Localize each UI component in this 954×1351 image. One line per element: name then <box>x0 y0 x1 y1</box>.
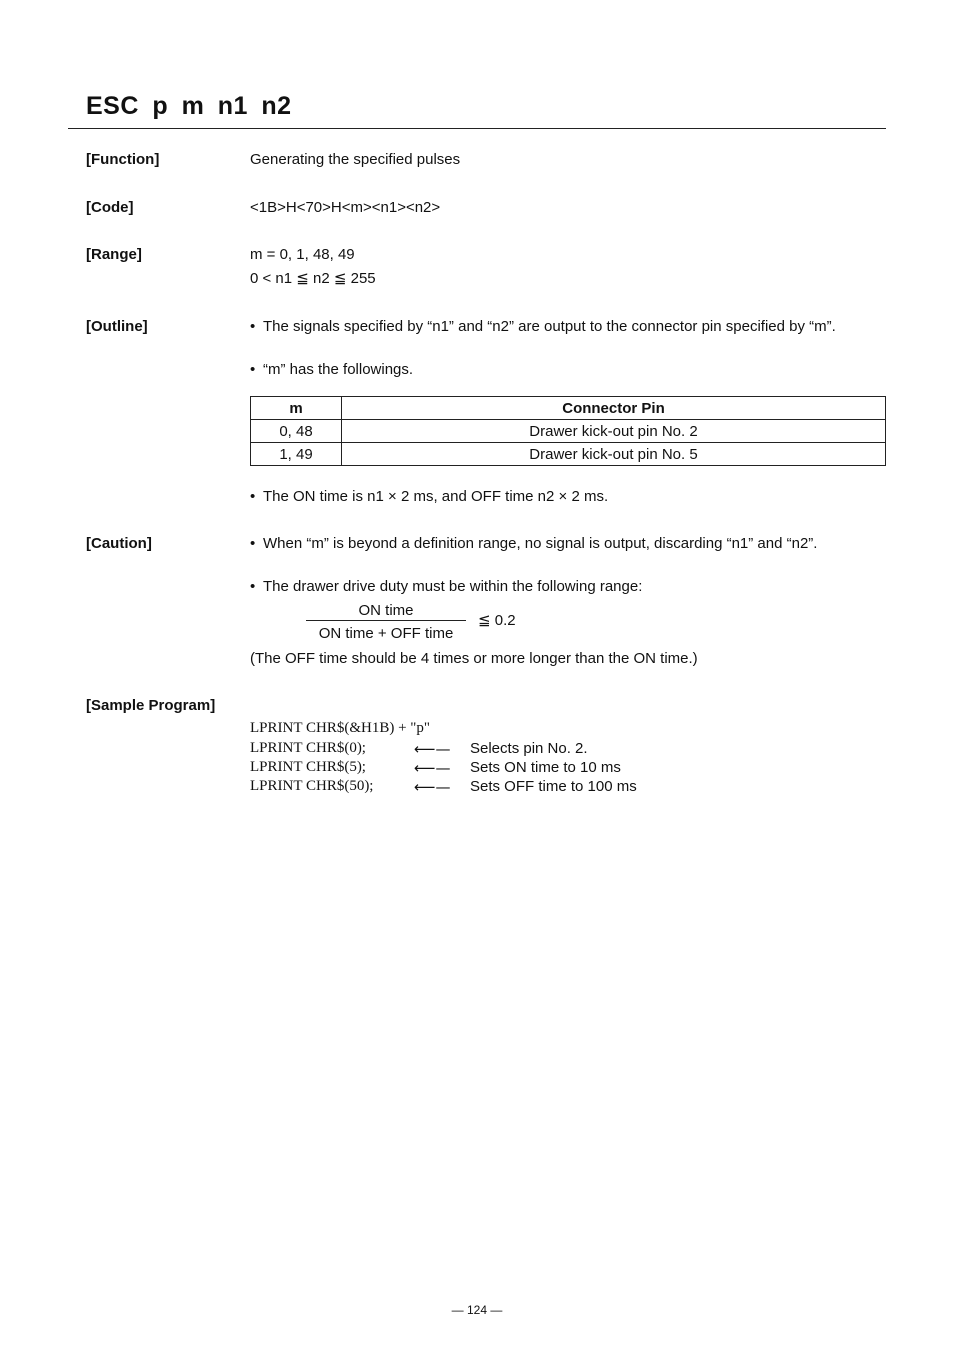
duty-fraction <box>306 602 466 642</box>
caution-bullet-1-text: When “m” is beyond a definition range, no signal is output, discarding “n1” and “n2”. <box>263 535 818 552</box>
bullet-dot: • <box>250 578 256 595</box>
table-cell-m: 0, 48 <box>251 420 342 443</box>
fraction-numerator: ON time <box>358 602 414 619</box>
title-rule <box>68 128 886 129</box>
left-arrow-icon: ⟵— <box>414 778 451 796</box>
table-cell-m: 1, 49 <box>251 443 342 466</box>
table-header-row <box>251 397 886 420</box>
caution-label: [Caution] <box>86 535 152 552</box>
bullet-dot: • <box>250 488 256 505</box>
connector-pin-table <box>250 396 886 466</box>
outline-label: [Outline] <box>86 318 148 335</box>
fraction-bar <box>306 620 466 621</box>
table-cell-pin: Drawer kick-out pin No. 2 <box>342 420 886 443</box>
table-row <box>251 443 886 466</box>
page-title: ESC p m n1 n2 <box>86 92 292 120</box>
left-arrow-icon: ⟵— <box>414 759 451 777</box>
code-text: <1B>H<70>H<m><n1><n2> <box>250 199 441 216</box>
code-comment-3: Sets ON time to 10 ms <box>470 759 621 776</box>
outline-bullet-1 <box>250 317 886 336</box>
bullet-dot: • <box>250 361 256 378</box>
fraction-denominator: ON time + OFF time <box>318 625 454 642</box>
outline-bullet-3 <box>250 487 886 506</box>
table-header-connector-pin: Connector Pin <box>342 397 886 420</box>
code-line-3: LPRINT CHR$(5); <box>250 759 366 775</box>
table-cell-pin: Drawer kick-out pin No. 5 <box>342 443 886 466</box>
outline-bullet-2 <box>250 360 886 379</box>
table-row <box>251 420 886 443</box>
sample-program-label: [Sample Program] <box>86 697 216 714</box>
code-line-4: LPRINT CHR$(50); <box>250 778 374 794</box>
range-line-2: 0 < n1 ≦ n2 ≦ 255 <box>250 270 376 287</box>
caution-bullet-2 <box>250 577 886 596</box>
caution-note: (The OFF time should be 4 times or more longer than the ON time.) <box>250 650 698 667</box>
function-text: Generating the specified pulses <box>250 151 461 168</box>
bullet-dot: • <box>250 318 256 335</box>
left-arrow-icon: ⟵— <box>414 740 451 758</box>
range-label: [Range] <box>86 246 142 263</box>
function-label: [Function] <box>86 151 160 168</box>
caution-bullet-1 <box>250 534 886 553</box>
outline-bullet-1-text: The signals specified by “n1” and “n2” are output to the connector pin specified by “m”. <box>263 318 836 335</box>
table-header-m: m <box>251 397 342 420</box>
code-label: [Code] <box>86 199 134 216</box>
duty-inequality: ≦ 0.2 <box>478 612 516 629</box>
code-line-2: LPRINT CHR$(0); <box>250 740 366 756</box>
code-line-1: LPRINT CHR$(&H1B) + "p" <box>250 720 431 736</box>
code-comment-2: Selects pin No. 2. <box>470 740 588 757</box>
bullet-dot: • <box>250 535 256 552</box>
page-number: — 124 — <box>451 1303 503 1317</box>
caution-bullet-2-text: The drawer drive duty must be within the following range: <box>263 578 643 595</box>
code-comment-4: Sets OFF time to 100 ms <box>470 778 637 795</box>
outline-bullet-3-text: The ON time is n1 × 2 ms, and OFF time n2 × 2 ms. <box>263 488 609 505</box>
range-line-1: m = 0, 1, 48, 49 <box>250 246 355 263</box>
outline-bullet-2-text: “m” has the followings. <box>263 361 414 378</box>
